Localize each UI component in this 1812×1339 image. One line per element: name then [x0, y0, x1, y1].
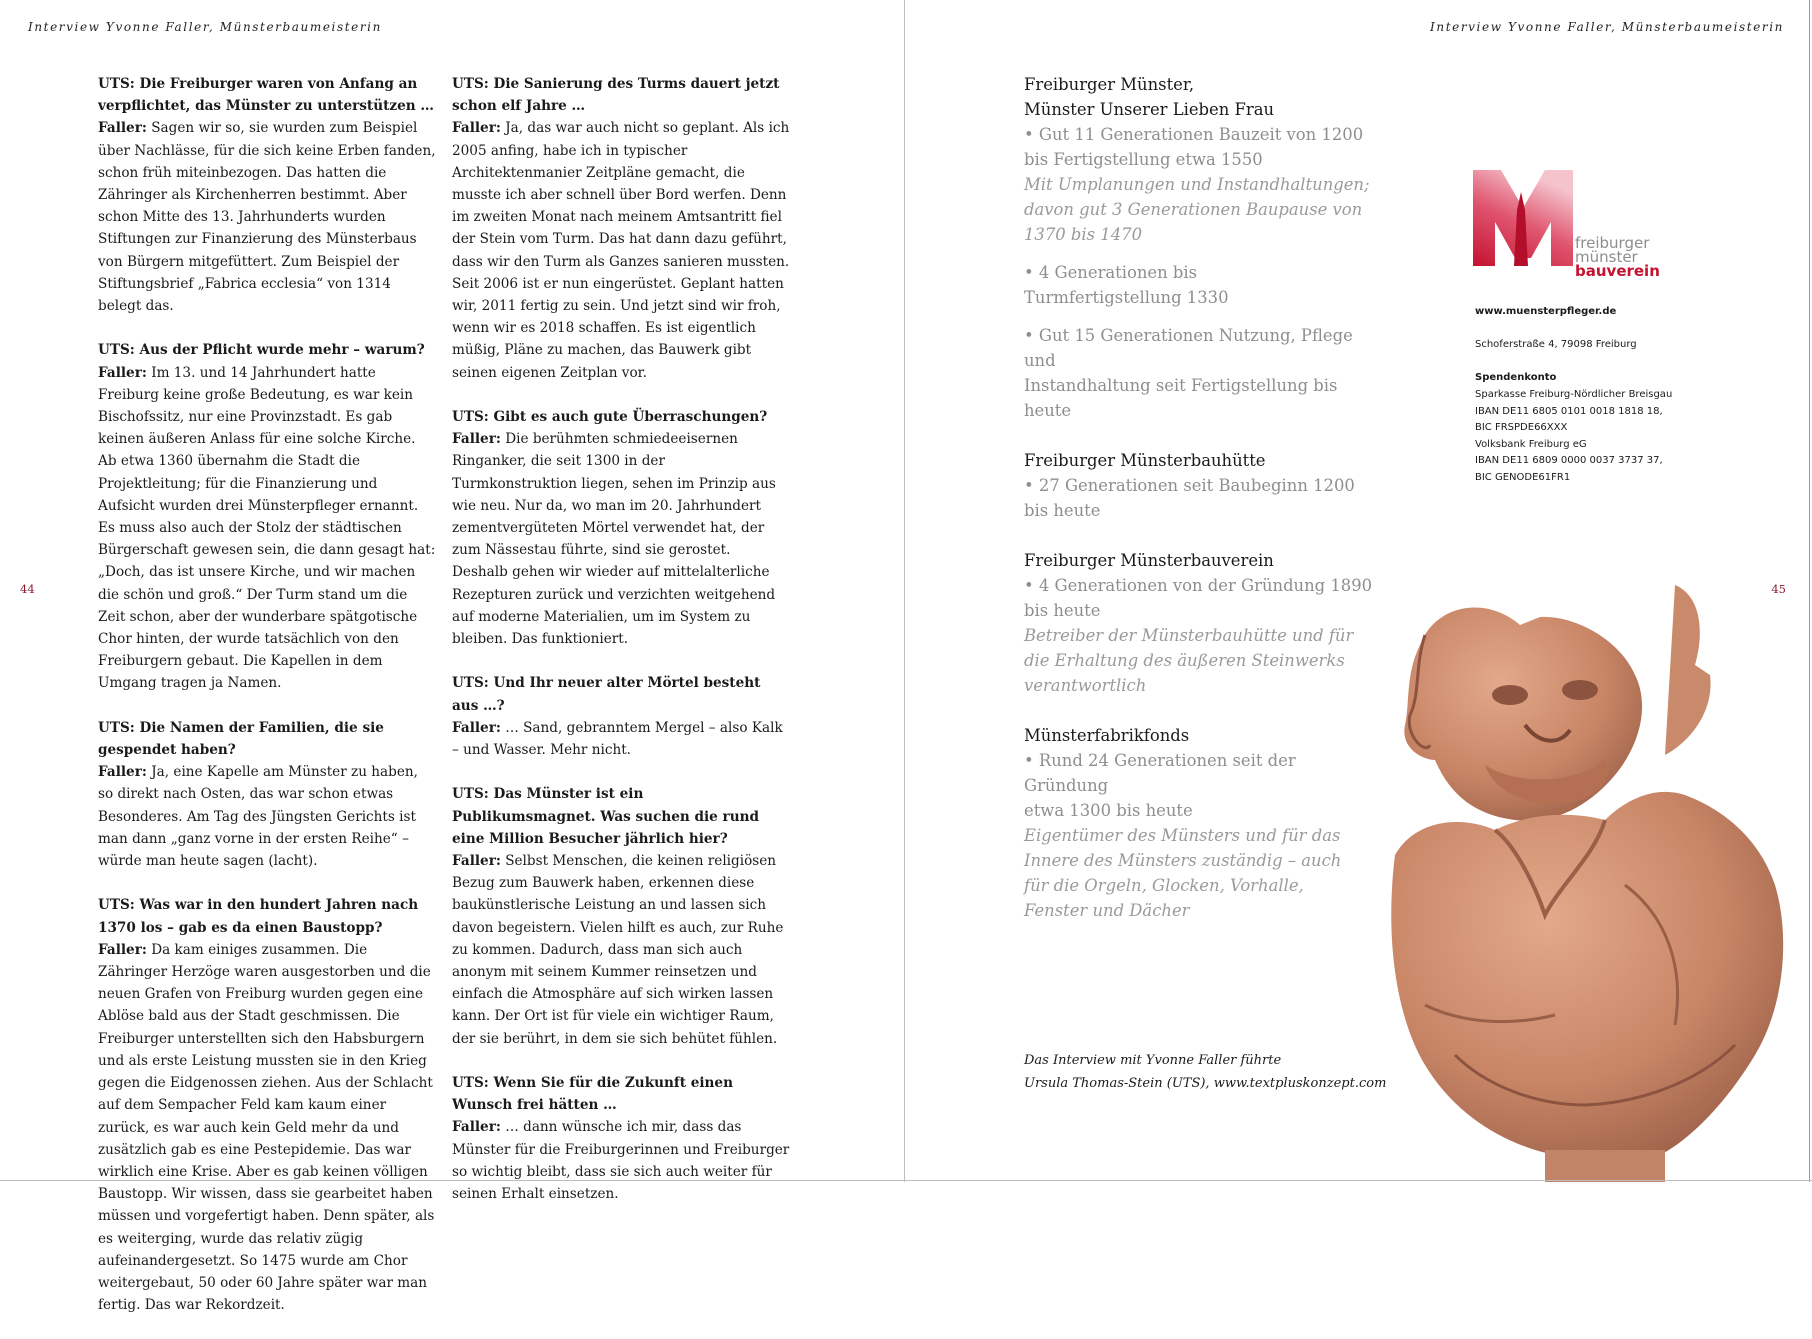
- gargoyle-statue-image: [1365, 585, 1812, 1182]
- fact-title: Münsterfabrikfonds: [1024, 726, 1190, 745]
- credit-line: Ursula Thomas-Stein (UTS), www.textpluskonzept.com: [1024, 1076, 1387, 1091]
- fact-note: 1370 bis 1470: [1024, 225, 1142, 244]
- fact-note: Eigentümer des Münsters und für das: [1024, 826, 1341, 845]
- fact-line: • Gut 11 Generationen Bauzeit von 1200: [1024, 125, 1364, 144]
- fact-note: Innere des Münsters zuständig – auch: [1024, 851, 1342, 870]
- donation-title: Spendenkonto: [1475, 372, 1557, 384]
- fact-line: bis Fertigstellung etwa 1550: [1024, 150, 1263, 169]
- speaker-label: Faller:: [98, 764, 147, 781]
- fact-note: davon gut 3 Generationen Baupause von: [1024, 200, 1363, 219]
- answer-text: Da kam einiges zusammen. Die Zähringer Herzöge waren ausgestorben und die neuen Grafen von Freiburg wurden gegen eine Ablöse bald aus der Stadt geschmissen. Die Freiburger unterstellten sich den Habsburgern und als erste Leistung mussten sie in den Krieg gegen die Eidgenossen ziehen. Aus der Schlacht auf dem Sempacher Feld kam kaum einer zurück, es war auch kein Geld mehr da und zusätzlich gab es eine Pestepidemie. Das war wirklich eine Krise. Aber es gab keinen völligen Baustopp. Wir wissen, dass sie gearbeitet haben müssen und vorgefertigt haben. Denn später, als es weiterging, wurde das relativ zügig aufeinandergesetzt. So 1475 wurde am Chor weitergebaut, 50 oder 60 Jahre später war man fertig. Das war Rekordzeit.: [98, 941, 435, 1314]
- answer-text: Im 13. und 14 Jahrhundert hatte Freiburg keine große Bedeutung, es war kein Bischofssitz, nur eine Provinzstadt. Es gab keinen äußeren Anlass für eine solche Kirche. Ab etwa 1360 übernahm die Stadt die Projektleitung; für die Finanzierung und Aufsicht wurden drei Münsterpfleger ernannt. Es muss also auch der Stolz der städtischen Bürgerschaft gewesen sein, die dann gesagt hat: „Doch, das ist unsere Kirche, und wir machen die schön und groß.“ Der Turm stand um die Zeit schon, aber der wunderbare spätgotische Chor hinten, der wurde tatsächlich von den Freiburgern gebaut. Die Kapellen in dem Umgang tragen ja Namen.: [98, 364, 436, 692]
- left-page: [0, 0, 905, 1314]
- interview-answer: [98, 365, 435, 692]
- fact-title: Münster Unserer Lieben Frau: [1024, 100, 1275, 119]
- fact-line: • 4 Generationen bis: [1024, 263, 1198, 282]
- interview-question: UTS: Wenn Sie für die Zukunft einen Wunsch frei hätten …: [452, 1075, 733, 1114]
- right-page: [905, 0, 1812, 1182]
- interview-answer: [452, 853, 783, 1047]
- fact-note: Betreiber der Münsterbauhütte und für: [1024, 626, 1354, 645]
- interview-answer: [452, 120, 789, 380]
- interview-qa: [452, 783, 790, 1049]
- interview-answer: [452, 431, 776, 647]
- fact-bauhuette: [1024, 448, 1384, 523]
- fact-line: bis heute: [1024, 601, 1101, 620]
- speaker-label: Faller:: [452, 853, 501, 870]
- interview-question: UTS: Gibt es auch gute Überraschungen?: [452, 409, 768, 426]
- contact-website-block: [1475, 304, 1715, 321]
- fact-title: Freiburger Münsterbauverein: [1024, 551, 1274, 570]
- fact-note: für die Orgeln, Glocken, Vorhalle,: [1024, 876, 1304, 895]
- iban: IBAN DE11 6805 0101 0018 1818 18,: [1475, 405, 1663, 417]
- fact-line: Instandhaltung seit Fertigstellung bis heute: [1024, 376, 1338, 420]
- facts-sidebar: [1024, 72, 1384, 936]
- fact-line: Turmfertigstellung 1330: [1024, 288, 1229, 307]
- page-number-right: 45: [1771, 582, 1786, 596]
- interview-qa: [98, 894, 436, 1316]
- contact-info: [1475, 304, 1715, 503]
- speaker-label: Faller:: [98, 941, 147, 958]
- answer-text: … dann wünsche ich mir, dass das Münster für die Freiburgerinnen und Freiburger so wichtig bleibt, dass sie sich auch weiter für seinen Erhalt einsetzen.: [452, 1119, 790, 1203]
- fact-fabrikfonds: [1024, 723, 1384, 923]
- bank-name: Sparkasse Freiburg-Nördlicher Breisgau: [1475, 388, 1673, 400]
- fact-muenster: [1024, 72, 1384, 423]
- speaker-label: Faller:: [98, 120, 147, 137]
- interview-answer: [452, 1119, 789, 1202]
- page-spine: [904, 0, 905, 1182]
- fact-note: Mit Umplanungen und Instandhaltungen;: [1024, 175, 1370, 194]
- interview-qa: [452, 672, 790, 761]
- answer-text: Die berühmten schmiedeeisernen Ringanker, die seit 1300 in der Turmkonstruktion liegen, sehen im Prinzip aus wie neu. Nur da, wo man im 20. Jahrhundert zementvergüteten Mörtel verwendet hat, der zum Nässestau führte, sind sie gerostet. Deshalb gehen wir wieder auf mittelalterliche Rezepturen zurück und verzichten weitgehend auf moderne Materialien, um im System zu bleiben. Das funktioniert.: [452, 431, 776, 648]
- page-edge: [1809, 0, 1810, 1182]
- fact-note: verantwortlich: [1024, 676, 1147, 695]
- fact-line: • Rund 24 Generationen seit der Gründung: [1024, 751, 1296, 795]
- interview-qa: [98, 717, 436, 872]
- page-edge: [0, 1180, 1812, 1181]
- fact-line: • Gut 15 Generationen Nutzung, Pflege und: [1024, 326, 1353, 370]
- interview-qa: [98, 339, 436, 694]
- interview-question: UTS: Die Sanierung des Turms dauert jetzt schon elf Jahre …: [452, 76, 780, 115]
- credit-line: Das Interview mit Yvonne Faller führte: [1024, 1053, 1282, 1068]
- answer-text: Selbst Menschen, die keinen religiösen Bezug zum Bauwerk haben, erkennen diese baukünstlerische Leistung an und lassen sich davon begeistern. Vielen hilft es auch, zur Ruhe zu kommen. Dadurch, dass man sich auch anonym mit seinem Kummer reinsetzen und einfach die Atmosphäre auf sich wirken lassen kann. Der Ort ist für viele ein wichtiger Raum, der sie berührt, in dem sie sich behütet fühlen.: [452, 853, 784, 1047]
- interview-answer: [452, 720, 783, 758]
- fact-line: • 4 Generationen von der Gründung 1890: [1024, 576, 1373, 595]
- interview-qa: [452, 73, 790, 384]
- contact-address-block: [1475, 337, 1715, 354]
- contact-bank-block: [1475, 370, 1715, 486]
- answer-text: Ja, das war auch nicht so geplant. Als ich 2005 anfing, habe ich in typischer Architektenmanier Zeitpläne gemacht, die musste ich aber schnell über Bord werfen. Denn im zweiten Monat nach meinem Amtsantritt fiel der Stein vom Turm. Das hat dann dazu geführt, dass wir den Turm als Ganzes sanieren mussten. Seit 2006 ist er nun eingerüstet. Geplant hatten wir, 2011 fertig zu sein. Und jetzt sind wir froh, wenn wir es 2018 schaffen. Es ist eigentlich müßig, Pläne zu machen, das Bauwerk gibt seinen eigenen Zeitplan vor.: [452, 120, 790, 381]
- running-head-right: Interview Yvonne Faller, Münsterbaumeisterin: [1430, 20, 1784, 34]
- fact-note: Fenster und Dächer: [1024, 901, 1190, 920]
- address: Schoferstraße 4, 79098 Freiburg: [1475, 339, 1637, 351]
- fact-note: die Erhaltung des äußeren Steinwerks: [1024, 651, 1345, 670]
- fact-line: • 27 Generationen seit Baubeginn 1200: [1024, 476, 1355, 495]
- interview-question: UTS: Die Namen der Familien, die sie gespendet haben?: [98, 719, 384, 759]
- running-head-left: Interview Yvonne Faller, Münsterbaumeisterin: [28, 20, 382, 34]
- interview-answer: [98, 764, 418, 869]
- page-number-left: 44: [20, 582, 35, 596]
- interview-question: UTS: Aus der Pflicht wurde mehr – warum?: [98, 342, 425, 359]
- interview-answer: [98, 120, 436, 314]
- interview-column-1: [98, 73, 436, 1339]
- logo-line: freiburger: [1575, 234, 1650, 252]
- fact-title: Freiburger Münster,: [1024, 75, 1195, 94]
- answer-text: … Sand, gebranntem Mergel – also Kalk – und Wasser. Mehr nicht.: [452, 719, 783, 759]
- fact-line: bis heute: [1024, 501, 1101, 520]
- interview-question: UTS: Die Freiburger waren von Anfang an verpflichtet, das Münster zu unterstützen …: [98, 76, 434, 115]
- interview-qa: [452, 406, 790, 650]
- speaker-label: Faller:: [452, 719, 501, 736]
- answer-text: Sagen wir so, sie wurden zum Beispiel über Nachlässe, für die sich keine Erben fanden, schon früh miteinbezogen. Das hatten die Zähringer als Kirchenherren bestimmt. Aber schon Mitte des 13. Jahrhunderts wurden Stiftungen zur Finanzierung des Münsterbaus von Bürgern mitgefüttert. Zum Beispiel der Stiftungsbrief „Fabrica ecclesia“ von 1314 belegt das.: [98, 120, 436, 315]
- iban: IBAN DE11 6809 0000 0037 3737 37,: [1475, 455, 1663, 467]
- bank-name: Volksbank Freiburg eG: [1475, 438, 1587, 450]
- interview-question: UTS: Was war in den hundert Jahren nach 1370 los – gab es da einen Baustopp?: [98, 897, 419, 936]
- website-link[interactable]: www.muensterpfleger.de: [1475, 306, 1617, 317]
- interview-column-2: [452, 73, 790, 1227]
- bauverein-logo-text: [1575, 236, 1660, 278]
- interview-question: UTS: Das Münster ist ein Publikumsmagnet. Was suchen die rund eine Million Besucher jährlich hier?: [452, 786, 759, 847]
- interview-answer: [98, 942, 434, 1313]
- interview-question: UTS: Und Ihr neuer alter Mörtel besteht aus …?: [452, 675, 761, 714]
- interview-qa: [98, 73, 436, 317]
- speaker-label: Faller:: [452, 120, 501, 137]
- fact-title: Freiburger Münsterbauhütte: [1024, 451, 1266, 470]
- speaker-label: Faller:: [98, 364, 147, 381]
- speaker-label: Faller:: [452, 1119, 501, 1136]
- fact-line: etwa 1300 bis heute: [1024, 801, 1193, 820]
- answer-text: Ja, eine Kapelle am Münster zu haben, so direkt nach Osten, das war schon etwas Besonderes. Am Tag des Jüngsten Gerichts ist man dann „ganz vorne in der ersten Reihe“ – würde man heute sagen (lacht).: [98, 764, 418, 870]
- interview-credit: [1024, 1049, 1404, 1095]
- bic: BIC FRSPDE66XXX: [1475, 422, 1568, 434]
- fact-bauverein: [1024, 548, 1384, 698]
- interview-qa: [452, 1072, 790, 1205]
- logo-line: münster: [1575, 248, 1638, 266]
- bic: BIC GENODE61FR1: [1475, 471, 1571, 483]
- logo-line: bauverein: [1575, 262, 1660, 280]
- speaker-label: Faller:: [452, 431, 501, 448]
